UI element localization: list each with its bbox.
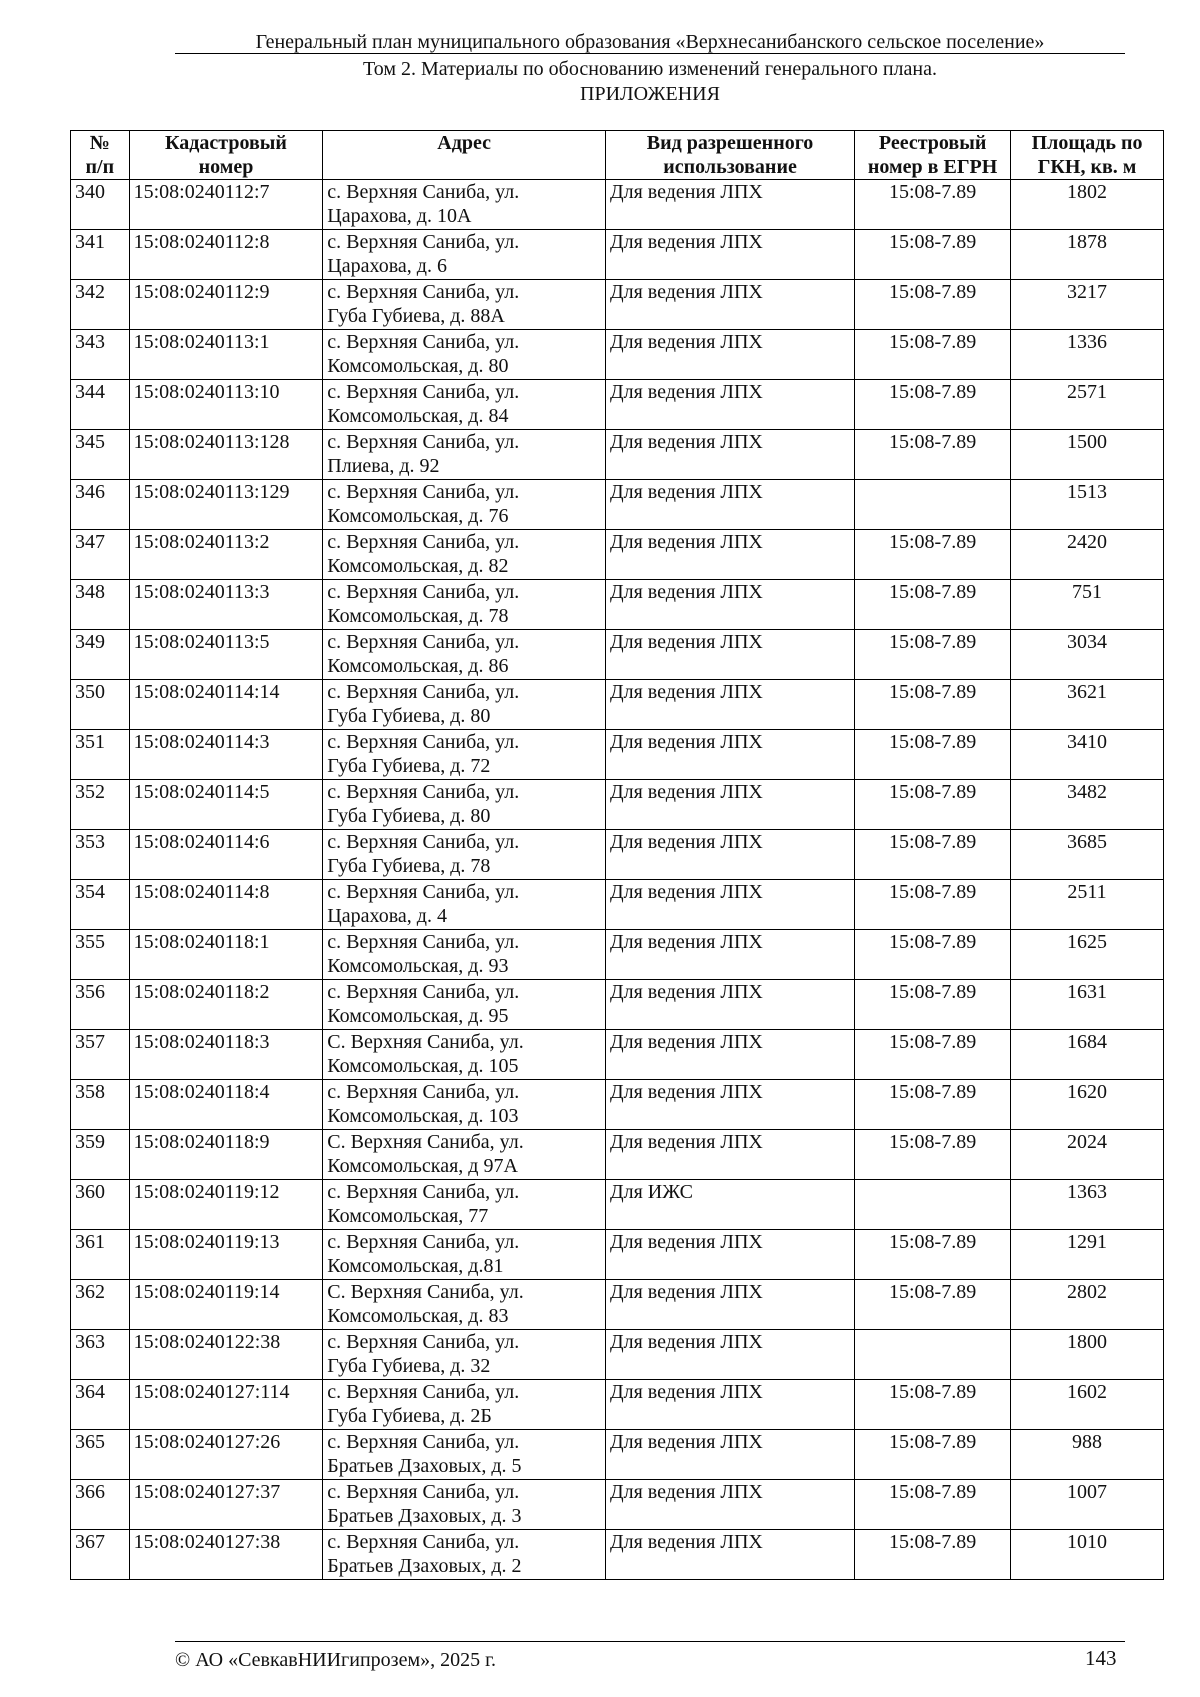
cell-cadastral-number: 15:08:0240113:10 (129, 380, 323, 430)
cell-cadastral-number: 15:08:0240122:38 (129, 1330, 323, 1380)
cell-cadastral-number: 15:08:0240114:5 (129, 780, 323, 830)
cell-permitted-use: Для ведения ЛПХ (605, 330, 854, 380)
cell-address: С. Верхняя Саниба, ул. Комсомольская, д. 105 (323, 1030, 606, 1080)
cell-permitted-use: Для ведения ЛПХ (605, 780, 854, 830)
cell-area-sq-m: 2420 (1011, 530, 1164, 580)
cell-area-sq-m: 1291 (1011, 1230, 1164, 1280)
cell-row-number: 360 (71, 1180, 130, 1230)
column-header-line: Площадь по (1031, 132, 1143, 154)
table-row (71, 880, 1164, 930)
cell-area-sq-m: 1631 (1011, 980, 1164, 1030)
cell-row-number: 367 (71, 1530, 130, 1580)
cell-address: с. Верхняя Саниба, ул. Комсомольская, д. 80 (323, 330, 606, 380)
cell-cadastral-number: 15:08:0240114:8 (129, 880, 323, 930)
cell-area-sq-m: 1878 (1011, 230, 1164, 280)
cell-registry-number: 15:08-7.89 (855, 280, 1011, 330)
cell-row-number: 343 (71, 330, 130, 380)
cell-cadastral-number: 15:08:0240112:9 (129, 280, 323, 330)
cell-row-number: 364 (71, 1380, 130, 1430)
cell-area-sq-m: 1684 (1011, 1030, 1164, 1080)
cell-registry-number: 15:08-7.89 (855, 980, 1011, 1030)
cell-cadastral-number: 15:08:0240127:26 (129, 1430, 323, 1480)
cell-cadastral-number: 15:08:0240113:1 (129, 330, 323, 380)
cell-registry-number: 15:08-7.89 (855, 630, 1011, 680)
table-row (71, 530, 1164, 580)
cell-address: с. Верхняя Саниба, ул. Губа Губиева, д. 72 (323, 730, 606, 780)
cell-registry-number (855, 1330, 1011, 1380)
table-row (71, 680, 1164, 730)
column-header-line: Адрес (437, 132, 491, 154)
cell-registry-number: 15:08-7.89 (855, 830, 1011, 880)
cell-permitted-use: Для ведения ЛПХ (605, 1080, 854, 1130)
cell-cadastral-number: 15:08:0240119:12 (129, 1180, 323, 1230)
cell-area-sq-m: 3685 (1011, 830, 1164, 880)
cell-cadastral-number: 15:08:0240127:114 (129, 1380, 323, 1430)
table-row (71, 1180, 1164, 1230)
cell-cadastral-number: 15:08:0240118:9 (129, 1130, 323, 1180)
table-row (71, 630, 1164, 680)
cell-area-sq-m: 1625 (1011, 930, 1164, 980)
cell-address: С. Верхняя Саниба, ул. Комсомольская, д. 83 (323, 1280, 606, 1330)
cell-row-number: 346 (71, 480, 130, 530)
cell-row-number: 351 (71, 730, 130, 780)
cell-area-sq-m: 1336 (1011, 330, 1164, 380)
cell-address: с. Верхняя Саниба, ул. Комсомольская, д. 86 (323, 630, 606, 680)
cell-permitted-use: Для ведения ЛПХ (605, 930, 854, 980)
cell-permitted-use: Для ведения ЛПХ (605, 1380, 854, 1430)
table-row (71, 580, 1164, 630)
cell-cadastral-number: 15:08:0240118:1 (129, 930, 323, 980)
cell-address: с. Верхняя Саниба, ул. Губа Губиева, д. 88А (323, 280, 606, 330)
cell-address: с. Верхняя Саниба, ул. Комсомольская, д. 82 (323, 530, 606, 580)
land-plots-table (70, 130, 1164, 1580)
cell-row-number: 349 (71, 630, 130, 680)
cell-row-number: 344 (71, 380, 130, 430)
cell-registry-number: 15:08-7.89 (855, 1080, 1011, 1130)
cell-registry-number: 15:08-7.89 (855, 380, 1011, 430)
cell-address: с. Верхняя Саниба, ул. Комсомольская, д. 103 (323, 1080, 606, 1130)
cell-registry-number: 15:08-7.89 (855, 930, 1011, 980)
cell-row-number: 361 (71, 1230, 130, 1280)
cell-address: с. Верхняя Саниба, ул. Комсомольская, д. 93 (323, 930, 606, 980)
table-row (71, 1230, 1164, 1280)
cell-area-sq-m: 1620 (1011, 1080, 1164, 1130)
table-row (71, 1280, 1164, 1330)
cell-address: с. Верхняя Саниба, ул. Братьев Дзаховых, д. 2 (323, 1530, 606, 1580)
cell-address: с. Верхняя Саниба, ул. Комсомольская, д. 95 (323, 980, 606, 1030)
table-row (71, 1480, 1164, 1530)
cell-row-number: 356 (71, 980, 130, 1030)
cell-row-number: 359 (71, 1130, 130, 1180)
table-row (71, 930, 1164, 980)
cell-address: с. Верхняя Саниба, ул. Комсомольская, д. 84 (323, 380, 606, 430)
cell-registry-number: 15:08-7.89 (855, 1130, 1011, 1180)
cell-permitted-use: Для ведения ЛПХ (605, 1230, 854, 1280)
cell-row-number: 345 (71, 430, 130, 480)
cell-cadastral-number: 15:08:0240118:4 (129, 1080, 323, 1130)
cell-registry-number: 15:08-7.89 (855, 230, 1011, 280)
cell-permitted-use: Для ведения ЛПХ (605, 480, 854, 530)
section-title: ПРИЛОЖЕНИЯ (580, 83, 720, 105)
table-row (71, 1530, 1164, 1580)
cell-registry-number: 15:08-7.89 (855, 730, 1011, 780)
cell-registry-number: 15:08-7.89 (855, 180, 1011, 230)
cell-address: с. Верхняя Саниба, ул. Царахова, д. 4 (323, 880, 606, 930)
cell-permitted-use: Для ведения ЛПХ (605, 980, 854, 1030)
column-header-registry (855, 131, 1011, 180)
cell-cadastral-number: 15:08:0240118:2 (129, 980, 323, 1030)
cell-address: с. Верхняя Саниба, ул. Царахова, д. 6 (323, 230, 606, 280)
table-row (71, 1430, 1164, 1480)
document-title: Генеральный план муниципального образования «Верхнесанибанского сельское поселение» (255, 31, 1045, 53)
table-row (71, 280, 1164, 330)
cell-row-number: 347 (71, 530, 130, 580)
cell-address: с. Верхняя Саниба, ул. Губа Губиева, д. 80 (323, 680, 606, 730)
table-row (71, 330, 1164, 380)
cell-row-number: 358 (71, 1080, 130, 1130)
cell-permitted-use: Для ИЖС (605, 1180, 854, 1230)
cell-registry-number: 15:08-7.89 (855, 1530, 1011, 1580)
cell-area-sq-m: 2511 (1011, 880, 1164, 930)
cell-address: с. Верхняя Саниба, ул. Братьев Дзаховых, д. 5 (323, 1430, 606, 1480)
cell-permitted-use: Для ведения ЛПХ (605, 880, 854, 930)
cell-address: с. Верхняя Саниба, ул. Братьев Дзаховых, д. 3 (323, 1480, 606, 1530)
cell-permitted-use: Для ведения ЛПХ (605, 730, 854, 780)
cell-area-sq-m: 3482 (1011, 780, 1164, 830)
column-header-cadastral (129, 131, 323, 180)
table-body (71, 180, 1164, 1580)
cell-row-number: 350 (71, 680, 130, 730)
cell-address: с. Верхняя Саниба, ул. Комсомольская, д.81 (323, 1230, 606, 1280)
cell-address: с. Верхняя Саниба, ул. Губа Губиева, д. 80 (323, 780, 606, 830)
table-row (71, 1080, 1164, 1130)
cell-area-sq-m: 1363 (1011, 1180, 1164, 1230)
cell-area-sq-m: 1007 (1011, 1480, 1164, 1530)
cell-registry-number: 15:08-7.89 (855, 1230, 1011, 1280)
cell-area-sq-m: 1513 (1011, 480, 1164, 530)
column-header-line: номер (198, 156, 254, 178)
cell-cadastral-number: 15:08:0240119:13 (129, 1230, 323, 1280)
cell-permitted-use: Для ведения ЛПХ (605, 280, 854, 330)
cell-permitted-use: Для ведения ЛПХ (605, 830, 854, 880)
cell-cadastral-number: 15:08:0240112:8 (129, 230, 323, 280)
cell-area-sq-m: 1800 (1011, 1330, 1164, 1380)
column-header-line: ГКН, кв. м (1037, 156, 1137, 178)
cell-row-number: 362 (71, 1280, 130, 1330)
cell-row-number: 355 (71, 930, 130, 980)
cell-permitted-use: Для ведения ЛПХ (605, 1280, 854, 1330)
table-row (71, 180, 1164, 230)
table-row (71, 380, 1164, 430)
table-row (71, 830, 1164, 880)
cell-registry-number: 15:08-7.89 (855, 530, 1011, 580)
cell-row-number: 363 (71, 1330, 130, 1380)
cell-permitted-use: Для ведения ЛПХ (605, 180, 854, 230)
cell-row-number: 353 (71, 830, 130, 880)
header-divider (175, 53, 1125, 54)
page-number: 143 (1085, 1646, 1117, 1670)
cell-area-sq-m: 3217 (1011, 280, 1164, 330)
column-header-line: Кадастровый (165, 132, 287, 154)
cell-address: С. Верхняя Саниба, ул. Комсомольская, д 97А (323, 1130, 606, 1180)
cell-permitted-use: Для ведения ЛПХ (605, 580, 854, 630)
table-row (71, 430, 1164, 480)
cell-row-number: 366 (71, 1480, 130, 1530)
cell-permitted-use: Для ведения ЛПХ (605, 530, 854, 580)
cell-permitted-use: Для ведения ЛПХ (605, 230, 854, 280)
cell-cadastral-number: 15:08:0240114:3 (129, 730, 323, 780)
cell-address: с. Верхняя Саниба, ул. Комсомольская, д. 78 (323, 580, 606, 630)
cell-row-number: 354 (71, 880, 130, 930)
document-subtitle: Том 2. Материалы по обоснованию изменений генерального плана. (363, 58, 937, 80)
cell-permitted-use: Для ведения ЛПХ (605, 1330, 854, 1380)
cell-row-number: 348 (71, 580, 130, 630)
cell-cadastral-number: 15:08:0240118:3 (129, 1030, 323, 1080)
footer-divider (175, 1641, 1125, 1642)
cell-address: с. Верхняя Саниба, ул. Царахова, д. 10А (323, 180, 606, 230)
cell-cadastral-number: 15:08:0240114:14 (129, 680, 323, 730)
cell-area-sq-m: 1500 (1011, 430, 1164, 480)
cell-address: с. Верхняя Саниба, ул. Губа Губиева, д. 78 (323, 830, 606, 880)
table-row (71, 1030, 1164, 1080)
table-row (71, 780, 1164, 830)
cell-cadastral-number: 15:08:0240127:37 (129, 1480, 323, 1530)
cell-row-number: 365 (71, 1430, 130, 1480)
cell-row-number: 352 (71, 780, 130, 830)
cell-cadastral-number: 15:08:0240113:128 (129, 430, 323, 480)
column-header-address (323, 131, 606, 180)
cell-area-sq-m: 1010 (1011, 1530, 1164, 1580)
cell-row-number: 342 (71, 280, 130, 330)
cell-permitted-use: Для ведения ЛПХ (605, 1480, 854, 1530)
cell-address: с. Верхняя Саниба, ул. Губа Губиева, д. 2Б (323, 1380, 606, 1430)
cell-permitted-use: Для ведения ЛПХ (605, 680, 854, 730)
cell-registry-number (855, 1180, 1011, 1230)
cell-area-sq-m: 3621 (1011, 680, 1164, 730)
cell-address: с. Верхняя Саниба, ул. Комсомольская, 77 (323, 1180, 606, 1230)
cell-cadastral-number: 15:08:0240112:7 (129, 180, 323, 230)
cell-registry-number: 15:08-7.89 (855, 1430, 1011, 1480)
cell-area-sq-m: 3034 (1011, 630, 1164, 680)
cell-cadastral-number: 15:08:0240127:38 (129, 1530, 323, 1580)
cell-permitted-use: Для ведения ЛПХ (605, 1530, 854, 1580)
cell-registry-number: 15:08-7.89 (855, 1280, 1011, 1330)
cell-area-sq-m: 1802 (1011, 180, 1164, 230)
cell-address: с. Верхняя Саниба, ул. Комсомольская, д. 76 (323, 480, 606, 530)
table-row (71, 1130, 1164, 1180)
column-header-line: п/п (85, 156, 115, 178)
column-header-line: Вид разрешенного (646, 132, 814, 154)
cell-permitted-use: Для ведения ЛПХ (605, 1030, 854, 1080)
cell-permitted-use: Для ведения ЛПХ (605, 1130, 854, 1180)
table-row (71, 480, 1164, 530)
cell-area-sq-m: 751 (1011, 580, 1164, 630)
table-header-row (71, 131, 1164, 180)
cell-registry-number: 15:08-7.89 (855, 780, 1011, 830)
cell-cadastral-number: 15:08:0240113:129 (129, 480, 323, 530)
cell-cadastral-number: 15:08:0240113:3 (129, 580, 323, 630)
cell-permitted-use: Для ведения ЛПХ (605, 430, 854, 480)
cell-area-sq-m: 2571 (1011, 380, 1164, 430)
cell-registry-number: 15:08-7.89 (855, 1030, 1011, 1080)
cell-area-sq-m: 1602 (1011, 1380, 1164, 1430)
cell-permitted-use: Для ведения ЛПХ (605, 380, 854, 430)
cell-cadastral-number: 15:08:0240119:14 (129, 1280, 323, 1330)
cell-registry-number: 15:08-7.89 (855, 1480, 1011, 1530)
cell-area-sq-m: 2802 (1011, 1280, 1164, 1330)
cell-row-number: 341 (71, 230, 130, 280)
column-header-line: Реестровый (878, 132, 987, 154)
cell-address: с. Верхняя Саниба, ул. Губа Губиева, д. 32 (323, 1330, 606, 1380)
footer-copyright: © АО «СевкавНИИгипрозем», 2025 г. (175, 1649, 497, 1671)
cell-registry-number: 15:08-7.89 (855, 580, 1011, 630)
cell-cadastral-number: 15:08:0240113:5 (129, 630, 323, 680)
cell-registry-number: 15:08-7.89 (855, 880, 1011, 930)
column-header-line: номер в ЕГРН (867, 156, 998, 178)
column-header-number (71, 131, 130, 180)
cell-address: с. Верхняя Саниба, ул. Плиева, д. 92 (323, 430, 606, 480)
column-header-use (605, 131, 854, 180)
table-row (71, 1330, 1164, 1380)
cell-cadastral-number: 15:08:0240114:6 (129, 830, 323, 880)
table-row (71, 980, 1164, 1030)
cell-registry-number: 15:08-7.89 (855, 430, 1011, 480)
cell-area-sq-m: 3410 (1011, 730, 1164, 780)
column-header-line: использование (663, 156, 797, 178)
cell-registry-number: 15:08-7.89 (855, 1380, 1011, 1430)
cell-permitted-use: Для ведения ЛПХ (605, 630, 854, 680)
table-row (71, 730, 1164, 780)
column-header-line: № (89, 132, 110, 154)
cell-area-sq-m: 988 (1011, 1430, 1164, 1480)
cell-cadastral-number: 15:08:0240113:2 (129, 530, 323, 580)
table-row (71, 230, 1164, 280)
table-row (71, 1380, 1164, 1430)
cell-permitted-use: Для ведения ЛПХ (605, 1430, 854, 1480)
cell-registry-number (855, 480, 1011, 530)
cell-registry-number: 15:08-7.89 (855, 680, 1011, 730)
cell-row-number: 340 (71, 180, 130, 230)
cell-area-sq-m: 2024 (1011, 1130, 1164, 1180)
column-header-area (1011, 131, 1164, 180)
cell-registry-number: 15:08-7.89 (855, 330, 1011, 380)
cell-row-number: 357 (71, 1030, 130, 1080)
